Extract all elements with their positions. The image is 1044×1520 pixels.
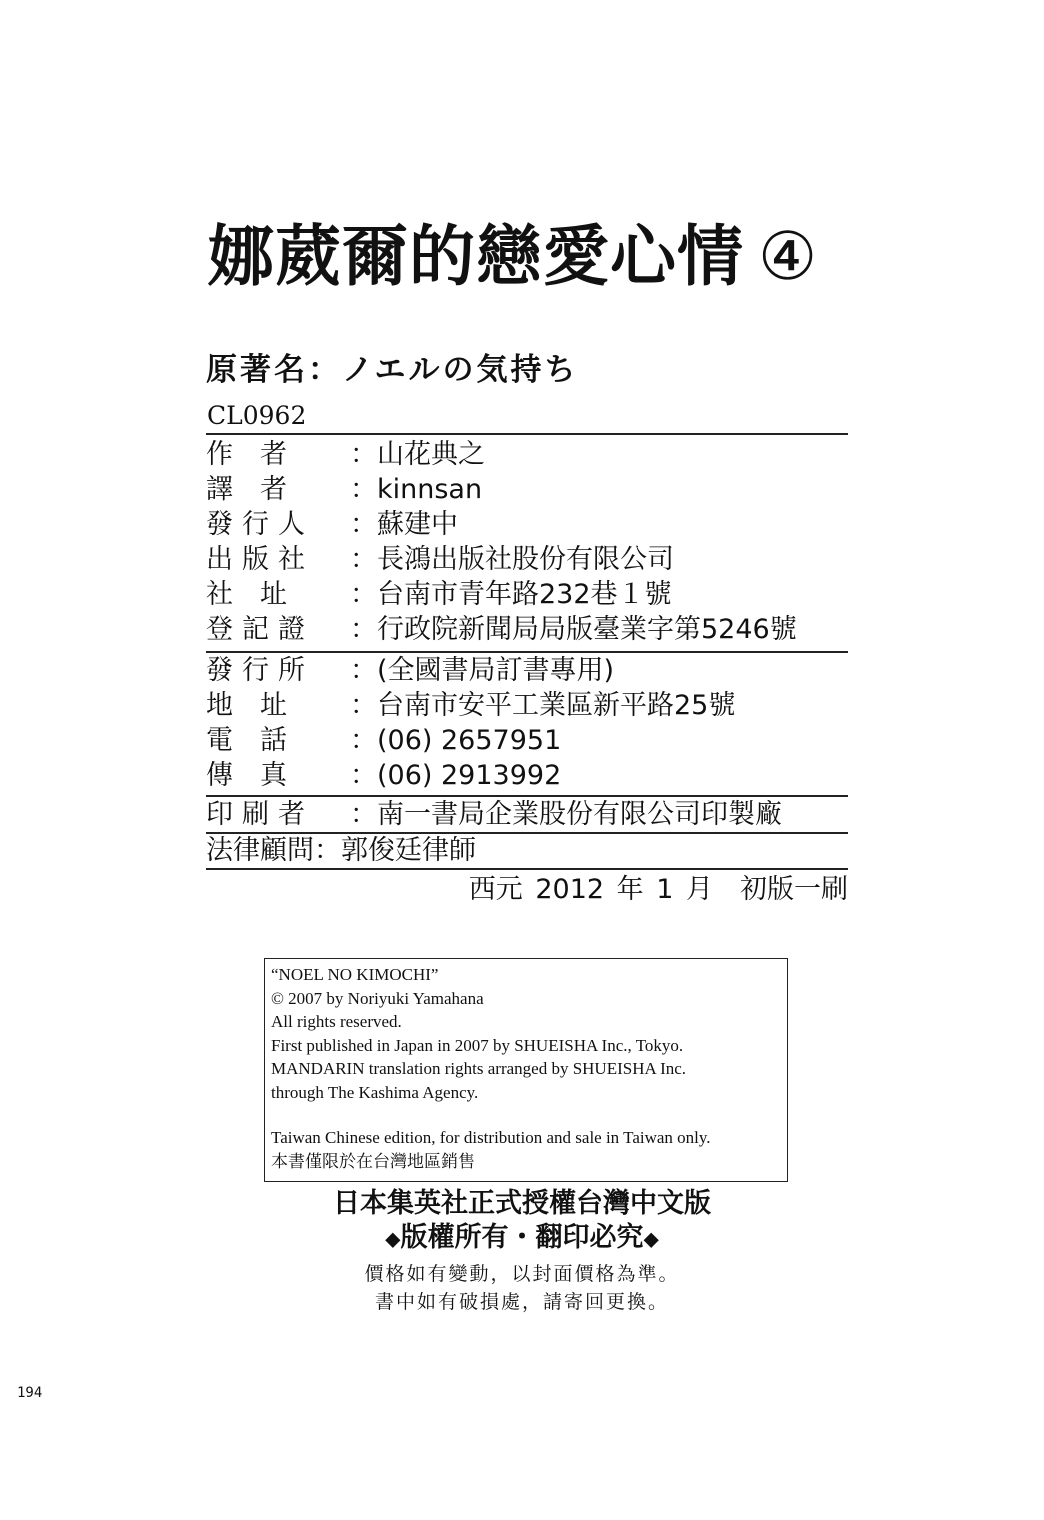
- credit-label: 譯 者: [206, 474, 287, 505]
- diamond-icon: ◆: [385, 1226, 401, 1251]
- credit-value: ：山花典之: [350, 439, 485, 470]
- volume-number: ④: [758, 218, 819, 295]
- distributor-value: ：(全國書局訂書專用): [350, 655, 615, 686]
- copyright-line: Taiwan Chinese edition, for distribution and sale in Taiwan only.: [271, 1128, 711, 1147]
- book-title: [208, 212, 858, 302]
- credit-label: 出版社: [206, 544, 314, 575]
- printer-label: 印刷者: [206, 799, 314, 830]
- printer-row: [206, 798, 782, 832]
- price-note: 價格如有變動，以封面價格為準。: [364, 1263, 680, 1285]
- distributor-value: ：(06) 2913992: [350, 760, 562, 791]
- credit-value: ：行政院新聞局局版臺業字第5246號: [350, 614, 797, 645]
- page-number: 194: [17, 1385, 43, 1401]
- copyright-line: © 2007 by Noriyuki Yamahana: [271, 988, 484, 1008]
- divider: [206, 433, 848, 435]
- divider: [206, 795, 848, 797]
- copyright-line: “NOEL NO KIMOCHI”: [271, 965, 439, 984]
- rights-line: [0, 1220, 1044, 1257]
- copyright-line: All rights reserved.: [271, 1012, 402, 1031]
- copyright-gap: [271, 1104, 781, 1126]
- credit-label: 社 址: [206, 579, 287, 610]
- credit-label: 發行人: [206, 509, 314, 540]
- distributor-row: [206, 724, 561, 758]
- distributor-row: [206, 654, 614, 688]
- copyright-line: through The Kashima Agency.: [271, 1082, 479, 1102]
- legal-value: ：郭俊廷律師: [314, 835, 476, 866]
- credit-row: [206, 438, 485, 472]
- printer-value: ：南一書局企業股份有限公司印製廠: [350, 799, 782, 830]
- credit-value: ：kinnsan: [350, 474, 483, 505]
- credit-row: [206, 543, 674, 577]
- original-title: 原著名：ノエルの気持ち: [206, 352, 579, 388]
- credit-row: [206, 473, 482, 507]
- rights-text: 版權所有・翻印必究: [400, 1222, 644, 1253]
- credit-row: [206, 508, 458, 542]
- distributor-label: 電 話: [206, 725, 287, 756]
- distributor-label: 地 址: [206, 690, 287, 721]
- distributor-label: 傳 真: [206, 760, 287, 791]
- legal-label: 法律顧問: [206, 835, 314, 866]
- legal-row: [206, 834, 476, 868]
- divider: [206, 868, 848, 870]
- damage-note: 書中如有破損處，請寄回更換。: [374, 1291, 669, 1313]
- distributor-label: 發行所: [206, 655, 314, 686]
- credit-row: [206, 578, 672, 612]
- copyright-line: First published in Japan in 2007 by SHUEISHA Inc., Tokyo.: [271, 1035, 684, 1055]
- credit-value: ：長鴻出版社股份有限公司: [350, 544, 674, 575]
- credit-value: ：蘇建中: [350, 509, 458, 540]
- credit-value: ：台南市青年路232巷１號: [350, 579, 672, 610]
- distributor-value: ：(06) 2657951: [350, 725, 562, 756]
- book-title-text: 娜葳爾的戀愛心情: [208, 218, 744, 295]
- copyright-line: 本書僅限於在台灣地區銷售: [271, 1151, 475, 1171]
- credit-label: 登記證: [206, 614, 314, 645]
- copyright-line: MANDARIN translation rights arranged by SHUEISHA Inc.: [271, 1059, 687, 1078]
- credit-row: [206, 613, 797, 647]
- authorization-line: 日本集英社正式授權台灣中文版: [333, 1188, 711, 1219]
- divider: [206, 651, 848, 653]
- distributor-row: [206, 759, 561, 793]
- copyright-box: [264, 958, 788, 1182]
- distributor-row: [206, 689, 735, 723]
- diamond-icon: ◆: [643, 1226, 659, 1251]
- edition-date: 西元 2012 年 1 月 初版一刷: [468, 874, 848, 905]
- catalog-code: CL0962: [207, 401, 307, 430]
- distributor-value: ：台南市安平工業區新平路25號: [350, 690, 736, 721]
- credit-label: 作 者: [206, 439, 287, 470]
